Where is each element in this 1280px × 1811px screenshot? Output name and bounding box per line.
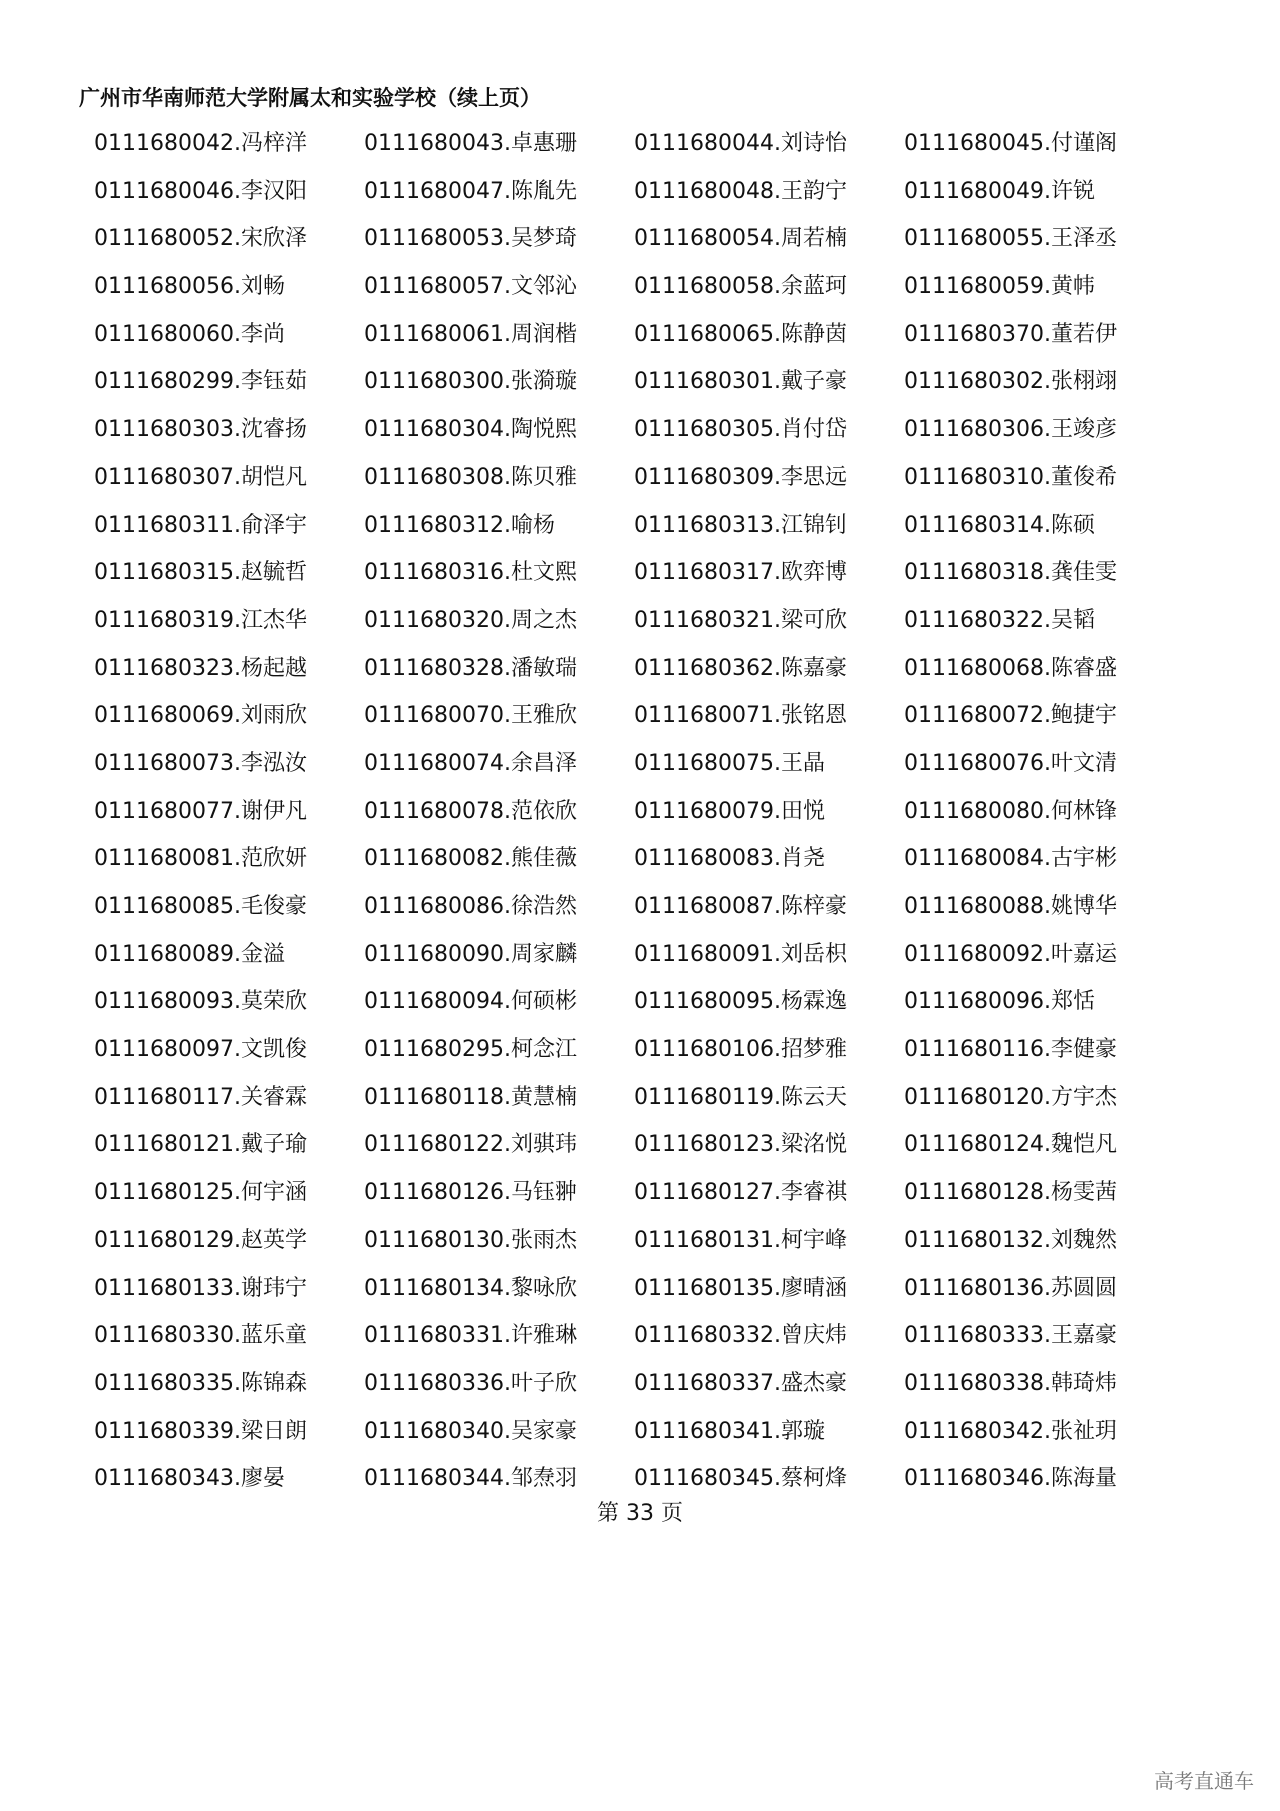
list-item: 0111680333.王嘉豪	[904, 1323, 1117, 1349]
list-item: 0111680336.叶子欣	[364, 1370, 577, 1396]
list-item: 0111680054.周若楠	[634, 226, 847, 252]
list-item: 0111680119.陈云天	[634, 1084, 847, 1110]
list-item: 0111680055.王泽丞	[904, 226, 1117, 252]
list-item: 0111680370.董若伊	[904, 321, 1117, 347]
list-item: 0111680318.龚佳雯	[904, 560, 1117, 586]
list-item: 0111680116.李健豪	[904, 1037, 1117, 1063]
list-item: 0111680095.杨霖逸	[634, 989, 847, 1015]
list-item: 0111680086.徐浩然	[364, 894, 577, 919]
list-item: 0111680122.刘骐玮	[364, 1132, 577, 1158]
list-item: 0111680068.陈睿盛	[904, 655, 1117, 681]
list-item: 0111680307.胡恺凡	[94, 464, 307, 490]
list-item: 0111680087.陈梓豪	[634, 894, 847, 919]
list-item: 0111680321.梁可欣	[634, 607, 847, 633]
list-item: 0111680133.谢玮宁	[94, 1275, 307, 1301]
list-item: 0111680044.刘诗怡	[634, 131, 847, 156]
list-item: 0111680305.肖付岱	[634, 417, 847, 443]
list-item: 0111680345.蔡柯烽	[634, 1466, 847, 1492]
list-item: 0111680058.余蓝珂	[634, 274, 847, 300]
list-item: 0111680043.卓惠珊	[364, 131, 577, 156]
list-item: 0111680332.曾庆炜	[634, 1323, 847, 1349]
list-item: 0111680311.俞泽宇	[94, 512, 307, 538]
list-item: 0111680052.宋欣泽	[94, 226, 307, 252]
list-item: 0111680085.毛俊豪	[94, 894, 307, 919]
list-item: 0111680121.戴子瑜	[94, 1132, 307, 1158]
list-item: 0111680071.张铭恩	[634, 703, 847, 729]
list-item: 0111680304.陶悦熙	[364, 417, 577, 443]
list-item: 0111680302.张栩翊	[904, 369, 1117, 395]
list-item: 0111680315.赵毓哲	[94, 560, 307, 586]
list-item: 0111680056.刘畅	[94, 274, 285, 300]
list-item: 0111680303.沈睿扬	[94, 417, 307, 443]
list-item: 0111680117.关睿霖	[94, 1084, 307, 1110]
list-item: 0111680093.莫荣欣	[94, 989, 307, 1015]
list-item: 0111680097.文凯俊	[94, 1037, 307, 1063]
list-item: 0111680096.郑恬	[904, 989, 1095, 1015]
list-item: 0111680048.王韵宁	[634, 178, 847, 204]
list-item: 0111680059.黄帏	[904, 274, 1095, 300]
list-item: 0111680126.马钰翀	[364, 1180, 577, 1206]
list-item: 0111680313.江锦钊	[634, 512, 847, 538]
list-item: 0111680346.陈海量	[904, 1466, 1117, 1492]
list-item: 0111680342.张祉玥	[904, 1418, 1117, 1444]
list-item: 0111680341.郭璇	[634, 1418, 825, 1444]
list-item: 0111680125.何宇涵	[94, 1180, 307, 1206]
page-number: 第 33 页	[597, 1501, 683, 1526]
list-item: 0111680061.周润楷	[364, 321, 577, 347]
list-item: 0111680308.陈贝雅	[364, 464, 577, 490]
list-item: 0111680306.王竣彦	[904, 417, 1117, 443]
list-item: 0111680072.鲍捷宇	[904, 703, 1117, 729]
list-item: 0111680339.梁日朗	[94, 1418, 307, 1444]
list-item: 0111680314.陈硕	[904, 512, 1095, 538]
list-item: 0111680338.韩琦炜	[904, 1370, 1117, 1396]
list-item: 0111680310.董俊希	[904, 464, 1117, 490]
list-item: 0111680319.江杰华	[94, 607, 307, 633]
list-item: 0111680340.吴家豪	[364, 1418, 577, 1444]
list-item: 0111680136.苏圆圆	[904, 1275, 1117, 1301]
list-item: 0111680118.黄慧楠	[364, 1084, 577, 1110]
list-item: 0111680106.招梦雅	[634, 1037, 847, 1063]
watermark: 高考直通车	[1154, 1769, 1254, 1793]
list-item: 0111680120.方宇杰	[904, 1084, 1117, 1110]
list-item: 0111680065.陈静茵	[634, 321, 847, 347]
list-item: 0111680301.戴子豪	[634, 369, 847, 395]
list-item: 0111680073.李泓汝	[94, 750, 307, 776]
list-item: 0111680045.付谨阁	[904, 131, 1117, 156]
list-item: 0111680300.张漪璇	[364, 369, 577, 395]
list-item: 0111680082.熊佳薇	[364, 846, 577, 872]
list-item: 0111680309.李思远	[634, 464, 847, 490]
list-item: 0111680079.田悦	[634, 798, 825, 824]
list-item: 0111680343.廖晏	[94, 1466, 285, 1492]
list-item: 0111680124.魏恺凡	[904, 1132, 1117, 1158]
list-item: 0111680060.李尚	[94, 321, 285, 347]
list-item: 0111680129.赵英学	[94, 1227, 307, 1253]
list-item: 0111680330.蓝乐童	[94, 1323, 307, 1349]
list-item: 0111680075.王晶	[634, 750, 825, 776]
list-item: 0111680335.陈锦森	[94, 1370, 307, 1396]
list-item: 0111680074.余昌泽	[364, 750, 577, 776]
list-item: 0111680295.柯念江	[364, 1037, 577, 1063]
list-item: 0111680042.冯梓洋	[94, 131, 307, 156]
list-item: 0111680047.陈胤先	[364, 178, 577, 204]
list-item: 0111680312.喻杨	[364, 512, 555, 538]
list-item: 0111680080.何林锋	[904, 798, 1117, 824]
list-item: 0111680053.吴梦琦	[364, 226, 577, 252]
list-item: 0111680328.潘敏瑞	[364, 655, 577, 681]
list-item: 0111680131.柯宇峰	[634, 1227, 847, 1253]
list-item: 0111680127.李睿祺	[634, 1180, 847, 1206]
list-item: 0111680128.杨雯茜	[904, 1180, 1117, 1206]
list-item: 0111680076.叶文清	[904, 750, 1117, 776]
list-item: 0111680084.古宇彬	[904, 846, 1117, 872]
list-item: 0111680337.盛杰豪	[634, 1370, 847, 1396]
list-item: 0111680299.李钰茹	[94, 369, 307, 395]
list-item: 0111680317.欧弈博	[634, 560, 847, 586]
list-item: 0111680123.梁洺悦	[634, 1132, 847, 1158]
list-item: 0111680092.叶嘉运	[904, 941, 1117, 967]
list-item: 0111680088.姚博华	[904, 894, 1117, 919]
list-item: 0111680094.何硕彬	[364, 989, 577, 1015]
list-item: 0111680323.杨起越	[94, 655, 307, 681]
list-item: 0111680083.肖尧	[634, 846, 825, 872]
list-item: 0111680090.周家麟	[364, 941, 577, 967]
list-item: 0111680362.陈嘉豪	[634, 655, 847, 681]
list-item: 0111680077.谢伊凡	[94, 798, 307, 824]
list-item: 0111680320.周之杰	[364, 607, 577, 633]
list-item: 0111680135.廖晴涵	[634, 1275, 847, 1301]
list-item: 0111680316.杜文熙	[364, 560, 577, 586]
list-item: 0111680331.许雅琳	[364, 1323, 577, 1349]
list-item: 0111680091.刘岳枳	[634, 941, 847, 967]
list-item: 0111680322.吴韬	[904, 607, 1095, 633]
list-item: 0111680344.邹焘羽	[364, 1466, 577, 1492]
list-item: 0111680049.许锐	[904, 178, 1095, 204]
entry-grid	[94, 120, 1134, 1503]
list-item: 0111680134.黎咏欣	[364, 1275, 577, 1301]
list-item: 0111680078.范依欣	[364, 798, 577, 824]
list-item: 0111680070.王雅欣	[364, 703, 577, 729]
list-item: 0111680132.刘魏然	[904, 1227, 1117, 1253]
page-title: 广州市华南师范大学附属太和实验学校（续上页）	[79, 86, 541, 110]
list-item: 0111680057.文邻沁	[364, 274, 577, 300]
list-item: 0111680089.金溢	[94, 941, 285, 967]
list-item: 0111680130.张雨杰	[364, 1227, 577, 1253]
list-item: 0111680081.范欣妍	[94, 846, 307, 872]
list-item: 0111680069.刘雨欣	[94, 703, 307, 729]
list-item: 0111680046.李汉阳	[94, 178, 307, 204]
